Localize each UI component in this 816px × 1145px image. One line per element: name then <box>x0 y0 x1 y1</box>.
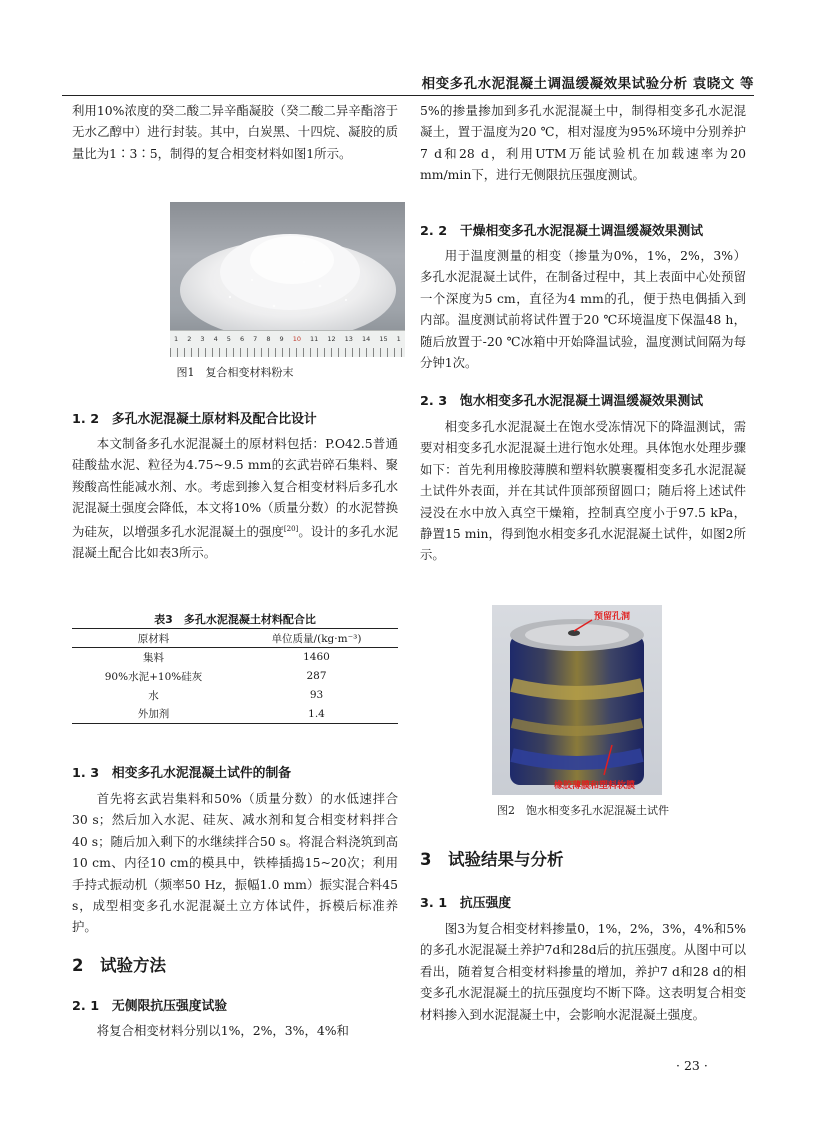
ruler-tick: 1 <box>396 335 401 343</box>
figure-1-powder-photo <box>170 202 405 357</box>
mix-proportion-table <box>72 628 398 724</box>
table-row <box>72 667 398 686</box>
section-2-1-heading: 2. 1 无侧限抗压强度试验 <box>72 999 228 1014</box>
table-cell: 1.4 <box>308 707 325 720</box>
section-2-3-heading: 2. 3 饱水相变多孔水泥混凝土调温缓凝效果测试 <box>420 394 704 409</box>
running-header <box>62 70 754 96</box>
ruler-marks <box>170 348 405 357</box>
label-rubber-film: 橡胶薄膜和塑料软膜 <box>554 781 636 791</box>
section-2-2-heading: 2. 2 干燥相变多孔水泥混凝土调温缓凝效果测试 <box>420 224 704 239</box>
table-3-caption: 表3 多孔水泥混凝土材料配合比 <box>154 613 316 626</box>
ruler-tick: 2 <box>187 335 192 343</box>
section-2-heading: 2 试验方法 <box>72 956 166 975</box>
ruler-tick-labels <box>174 335 401 343</box>
table-cell: 外加剂 <box>137 708 170 721</box>
section-1-2-heading: 1. 2 多孔水泥混凝土原材料及配合比设计 <box>72 412 317 427</box>
table-cell: 集料 <box>143 651 164 664</box>
citation-ref: [20] <box>283 524 299 533</box>
ruler-tick: 11 <box>310 335 319 343</box>
ruler <box>170 330 405 357</box>
paragraph-materials: 本文制备多孔水泥混凝土的原材料包括：P.O42.5普通硅酸盐水泥、粒径为4.75~9.5 mm的玄武岩碎石集料、聚羧酸高性能减水剂、水。考虑到掺入复合相变材料后多孔水泥混凝土强度会降低，本文将10%（质量分数）的水泥替换为硅灰，以增强多孔水泥混凝土的强度[20]。设计的多孔水泥混凝土配合比如表3所示。 <box>72 436 399 561</box>
table-cell: 287 <box>306 670 327 682</box>
ruler-tick: 12 <box>327 335 336 343</box>
page-number: · 23 · <box>676 1058 708 1073</box>
ruler-tick: 3 <box>200 335 205 343</box>
section-1-3-heading: 1. 3 相变多孔水泥混凝土试件的制备 <box>72 766 292 781</box>
table-cell: 90%水泥+10%硅灰 <box>104 670 203 683</box>
paragraph-dry-test: 用于温度测量的相变（掺量为0%，1%，2%，3%）多孔水泥混凝土试件，在制备过程中，其上表面中心处预留一个深度为5 cm，直径为4 mm的孔，便于热电偶插入到内部。温度测试前将试件置于20 ℃环境温度下保温48 h，随后放置于-20 ℃冰箱中开始降温试验，温度测试间隔为每分钟1次。 <box>420 248 746 371</box>
figure-1-caption: 图1 复合相变材料粉末 <box>176 366 294 379</box>
table-cell: 水 <box>148 689 159 702</box>
ruler-tick: 15 <box>379 335 388 343</box>
table-header-cell: 单位质量/(kg·m⁻³) <box>271 632 362 645</box>
paragraph-saturated-test: 相变多孔水泥混凝土在饱水受冻情况下的降温测试，需要对相变多孔水泥混凝土进行饱水处理。具体饱水处理步骤如下：首先利用橡胶薄膜和塑料软膜裹覆相变多孔水泥混凝土试件外表面，并在其试件顶部预留圆口；随后将上述试件浸没在水中放入真空干燥箱，控制真空度小于97.5 kPa，静置15 min，得到饱水相变多孔水泥混凝土试件，如图2所示。 <box>420 419 746 563</box>
ruler-tick: 6 <box>239 335 245 343</box>
ruler-tick: 8 <box>266 335 271 343</box>
ruler-tick: 7 <box>253 335 258 343</box>
figure-2-caption: 图2 饱水相变多孔水泥混凝土试件 <box>497 804 669 817</box>
table-cell: 1460 <box>303 651 330 664</box>
figure-2-specimen-photo <box>492 605 662 795</box>
table-row <box>72 705 398 724</box>
paragraph-encapsulation: 利用10%浓度的癸二酸二异辛酯凝胶（癸二酸二异辛酯溶于无水乙醇中）进行封装。其中，白炭黑、十四烷、凝胶的质量比为1∶3∶5，制得的复合相变材料如图1所示。 <box>72 103 398 161</box>
wrapped-specimen-illustration <box>492 605 662 795</box>
ruler-tick: 5 <box>226 335 231 343</box>
ruler-tick: 9 <box>279 335 284 343</box>
header-title: 相变多孔水泥混凝土调温缓凝效果试验分析 袁晓文 等 <box>421 76 754 92</box>
ruler-tick: 10 <box>292 335 301 343</box>
section-3-1-heading: 3. 1 抗压强度 <box>420 896 512 911</box>
paragraph-compression-test: 将复合相变材料分别以1%，2%，3%，4%和 <box>96 1023 349 1038</box>
table-row <box>72 686 398 705</box>
section-3-heading: 3 试验结果与分析 <box>420 850 564 869</box>
paragraph-compression-test-cont: 5%的掺量掺加到多孔水泥混凝土中，制得相变多孔水泥混凝土，置于温度为20 ℃，相对湿度为95%环境中分别养护7 d和28 d，利用UTM万能试验机在加载速率为20 mm/min下，进行无侧限抗压强度测试。 <box>420 103 746 183</box>
ruler-tick: 4 <box>213 335 218 343</box>
table-row <box>72 648 398 667</box>
ruler-tick: 1 <box>174 335 179 343</box>
ruler-tick: 14 <box>362 335 371 343</box>
paragraph-specimen-prep: 首先将玄武岩集料和50%（质量分数）的水低速拌合30 s；然后加入水泥、硅灰、减水剂和复合相变材料拌合40 s；随后加入剩下的水继续拌合50 s。将混合料浇筑到高10 cm、内径10 cm的模具中，铁棒插捣15~20次；利用手持式振动机（频率50 Hz，振幅1.0 mm）振实混合料45 s，成型相变多孔水泥混凝土立方体试件，拆模后标准养护。 <box>72 791 398 935</box>
paragraph-results: 图3为复合相变材料掺量0，1%，2%，3%，4%和5%的多孔水泥混凝土养护7d和28d后的抗压强度。从图中可以看出，随着复合相变材料掺量的增加，养护7 d和28 d的相变多孔水泥混凝土的抗压强度均不断下降。这表明复合相变材料掺入到水泥混凝土中，会影响水泥混凝土强度。 <box>420 921 746 1022</box>
table-cell: 93 <box>309 689 324 701</box>
table-header-cell: 原材料 <box>137 632 170 645</box>
table-header-row <box>72 629 398 648</box>
label-reserved-hole: 预留孔洞 <box>594 612 631 622</box>
ruler-tick: 13 <box>344 335 353 343</box>
